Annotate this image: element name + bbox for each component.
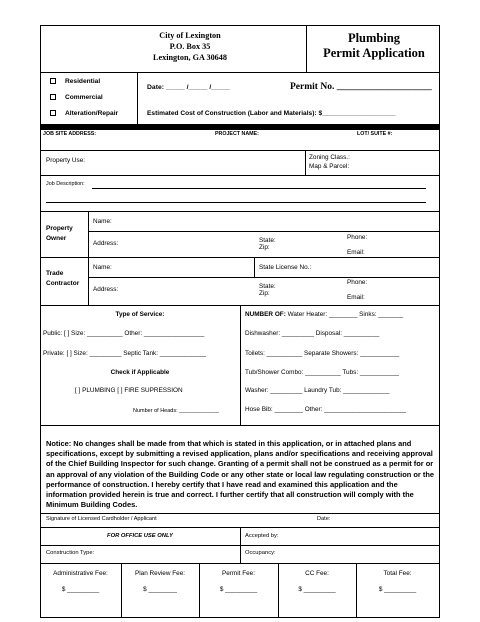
job-description-line-1 [92,188,426,189]
po-box: P.O. Box 35 [169,42,211,51]
fixtures-row-washer[interactable]: Washer: _________ Laundry Tub: _____________ [245,387,390,394]
service-fixtures-divider [240,305,241,425]
owner-label-divider [88,211,89,306]
project-name-label: PROJECT NAME: [215,131,259,137]
job-site-address-label: JOB SITE ADDRESS: [43,131,97,137]
bottom-border [40,617,440,618]
fixtures-row-hose-bib[interactable]: Hose Bib: ________ Other: _______________________ [245,406,406,413]
contractor-address-label: Address: [93,286,119,293]
total-fee-value[interactable]: $ _________ [378,586,417,593]
date-field[interactable]: Date: _____ /_____ /_____ [147,84,231,91]
fixtures-row-tub-shower[interactable]: Tub/Shower Combo: __________ Tubs: ___________ [245,369,399,376]
notice-text: Notice: No changes shall be made from that which is stated in this application, or in attached plans and specifications, except by submitting a revised application, plans and/or specifications and receiving approval of the Chief Building Inspector for such change. Granting of a permit shall not be construed as a permit for or an approval of any violation of the Building Code or any other state or local law regulating construction or the performance of construction. I hereby certify that I have read and examined this application and the information provided herein is true and correct. I further certify that all construction will comply with the Minimum Building Codes. [46,439,435,510]
plan-review-fee-value[interactable]: $ ________ [143,586,177,593]
number-of-label: NUMBER OF: [245,311,286,318]
residential-checkbox[interactable] [50,78,56,84]
map-parcel-label: Map & Parcel: [309,163,350,170]
form-title-line2: Permit Application [323,46,425,60]
trade-contractor-title-2: Contractor [46,280,80,287]
cc-fee-value[interactable]: $ _________ [298,586,336,593]
header-divider [306,25,307,73]
owner-phone-label: Phone: [347,234,368,241]
for-office-use-only-title: FOR OFFICE USE ONLY [107,533,173,539]
rule-owner-top [40,211,440,212]
construction-type-label: Construction Type: [46,550,95,556]
contractor-name-label: Name: [93,264,112,271]
type-divider [137,73,138,125]
property-owner-title-2: Owner [46,235,67,242]
trade-contractor-title-1: Trade [46,270,64,277]
plumbing-fire-checkboxes[interactable]: [ ] PLUMBING [ ] FIRE SUPRESSION [75,387,183,394]
rule-notice-top [40,425,440,426]
private-service-row[interactable]: Private: [ ] Size: _________ Septic Tank: _____________ [43,350,206,357]
job-description-label: Job Description: [46,181,85,187]
fixtures-row-toilets[interactable]: Toilets: __________ Separate Showers: ___________ [245,350,400,357]
owner-state-label: State: [259,237,276,244]
contractor-email-label: Email: [347,294,365,301]
city-name: City of Lexington [159,31,221,40]
signature-label: Signature of Licensed Cardholder / Applicant [46,516,157,522]
job-description-line-2 [46,202,426,203]
occupancy-label: Occupancy: [245,550,276,556]
contractor-state-label: State: [259,283,276,290]
type-alteration-repair[interactable]: Alteration/Repair [50,110,118,117]
number-of-heads-field[interactable]: Number of Heads: _____________ [133,408,219,414]
permit-fee-label: Permit Fee: [221,570,256,577]
permit-number-field[interactable]: Permit No. ____________________ [290,82,432,92]
water-heater-sinks-fields: Water Heater: ________ Sinks: _______ [287,311,404,318]
administrative-fee-label: Administrative Fee: [53,570,108,577]
right-border [439,73,440,618]
rule-property-use-top [40,150,440,151]
contractor-name-divider [254,257,255,277]
owner-address-label: Address: [93,240,119,247]
permit-fee-value[interactable]: $ _________ [219,586,258,593]
type-commercial[interactable]: Commercial [50,94,103,101]
contractor-zip-label: Zip: [259,290,270,297]
owner-name-rule [88,231,440,232]
rule-contractor-top [40,257,440,258]
rule-fees-top [40,563,440,564]
type-residential[interactable]: Residential [50,78,100,85]
property-owner-title-1: Property [46,225,73,232]
form-title-line1: Plumbing [347,31,401,45]
fixtures-row-water-heater[interactable] [245,311,403,318]
city-state-zip: Lexington, GA 30648 [153,53,227,62]
contractor-name-rule [88,277,440,278]
rule-office-mid [40,545,440,546]
owner-zip-label: Zip: [259,244,270,251]
job-site-bar [40,124,440,130]
check-if-applicable-title: Check if Applicable [110,369,170,376]
fixtures-row-dishwasher[interactable]: Dishwasher: _________ Disposal: __________ [245,330,380,337]
administrative-fee-value[interactable]: $ _________ [61,586,100,593]
owner-name-label: Name: [93,218,112,225]
type-of-service-title: Type of Service: [115,311,165,318]
zoning-divider [305,150,306,175]
property-use-label: Property Use: [46,157,86,164]
accepted-by-label: Accepted by: [245,533,279,539]
alteration-repair-checkbox[interactable] [50,110,56,116]
zoning-class-label: Zoning Class.: [309,154,350,161]
plan-review-fee-label: Plan Review Fee: [134,570,186,577]
rule-signature-top [40,513,440,514]
commercial-checkbox[interactable] [50,94,56,100]
lot-suite-label: LOT/ SUITE #: [357,131,393,137]
signature-date-label: Date: [317,516,331,522]
contractor-phone-label: Phone: [347,279,368,286]
total-fee-label: Total Fee: [383,570,412,577]
cc-fee-label: CC Fee: [305,570,329,577]
contractor-license-label: State License No.: [259,264,312,271]
public-service-row[interactable]: Public: [ ] Size: __________ Other: _________________ [43,330,205,337]
owner-email-label: Email: [347,249,365,256]
estimated-cost-field[interactable]: Estimated Cost of Construction (Labor and Materials): $____________________ [147,110,396,117]
rule-job-description-top [40,175,440,176]
